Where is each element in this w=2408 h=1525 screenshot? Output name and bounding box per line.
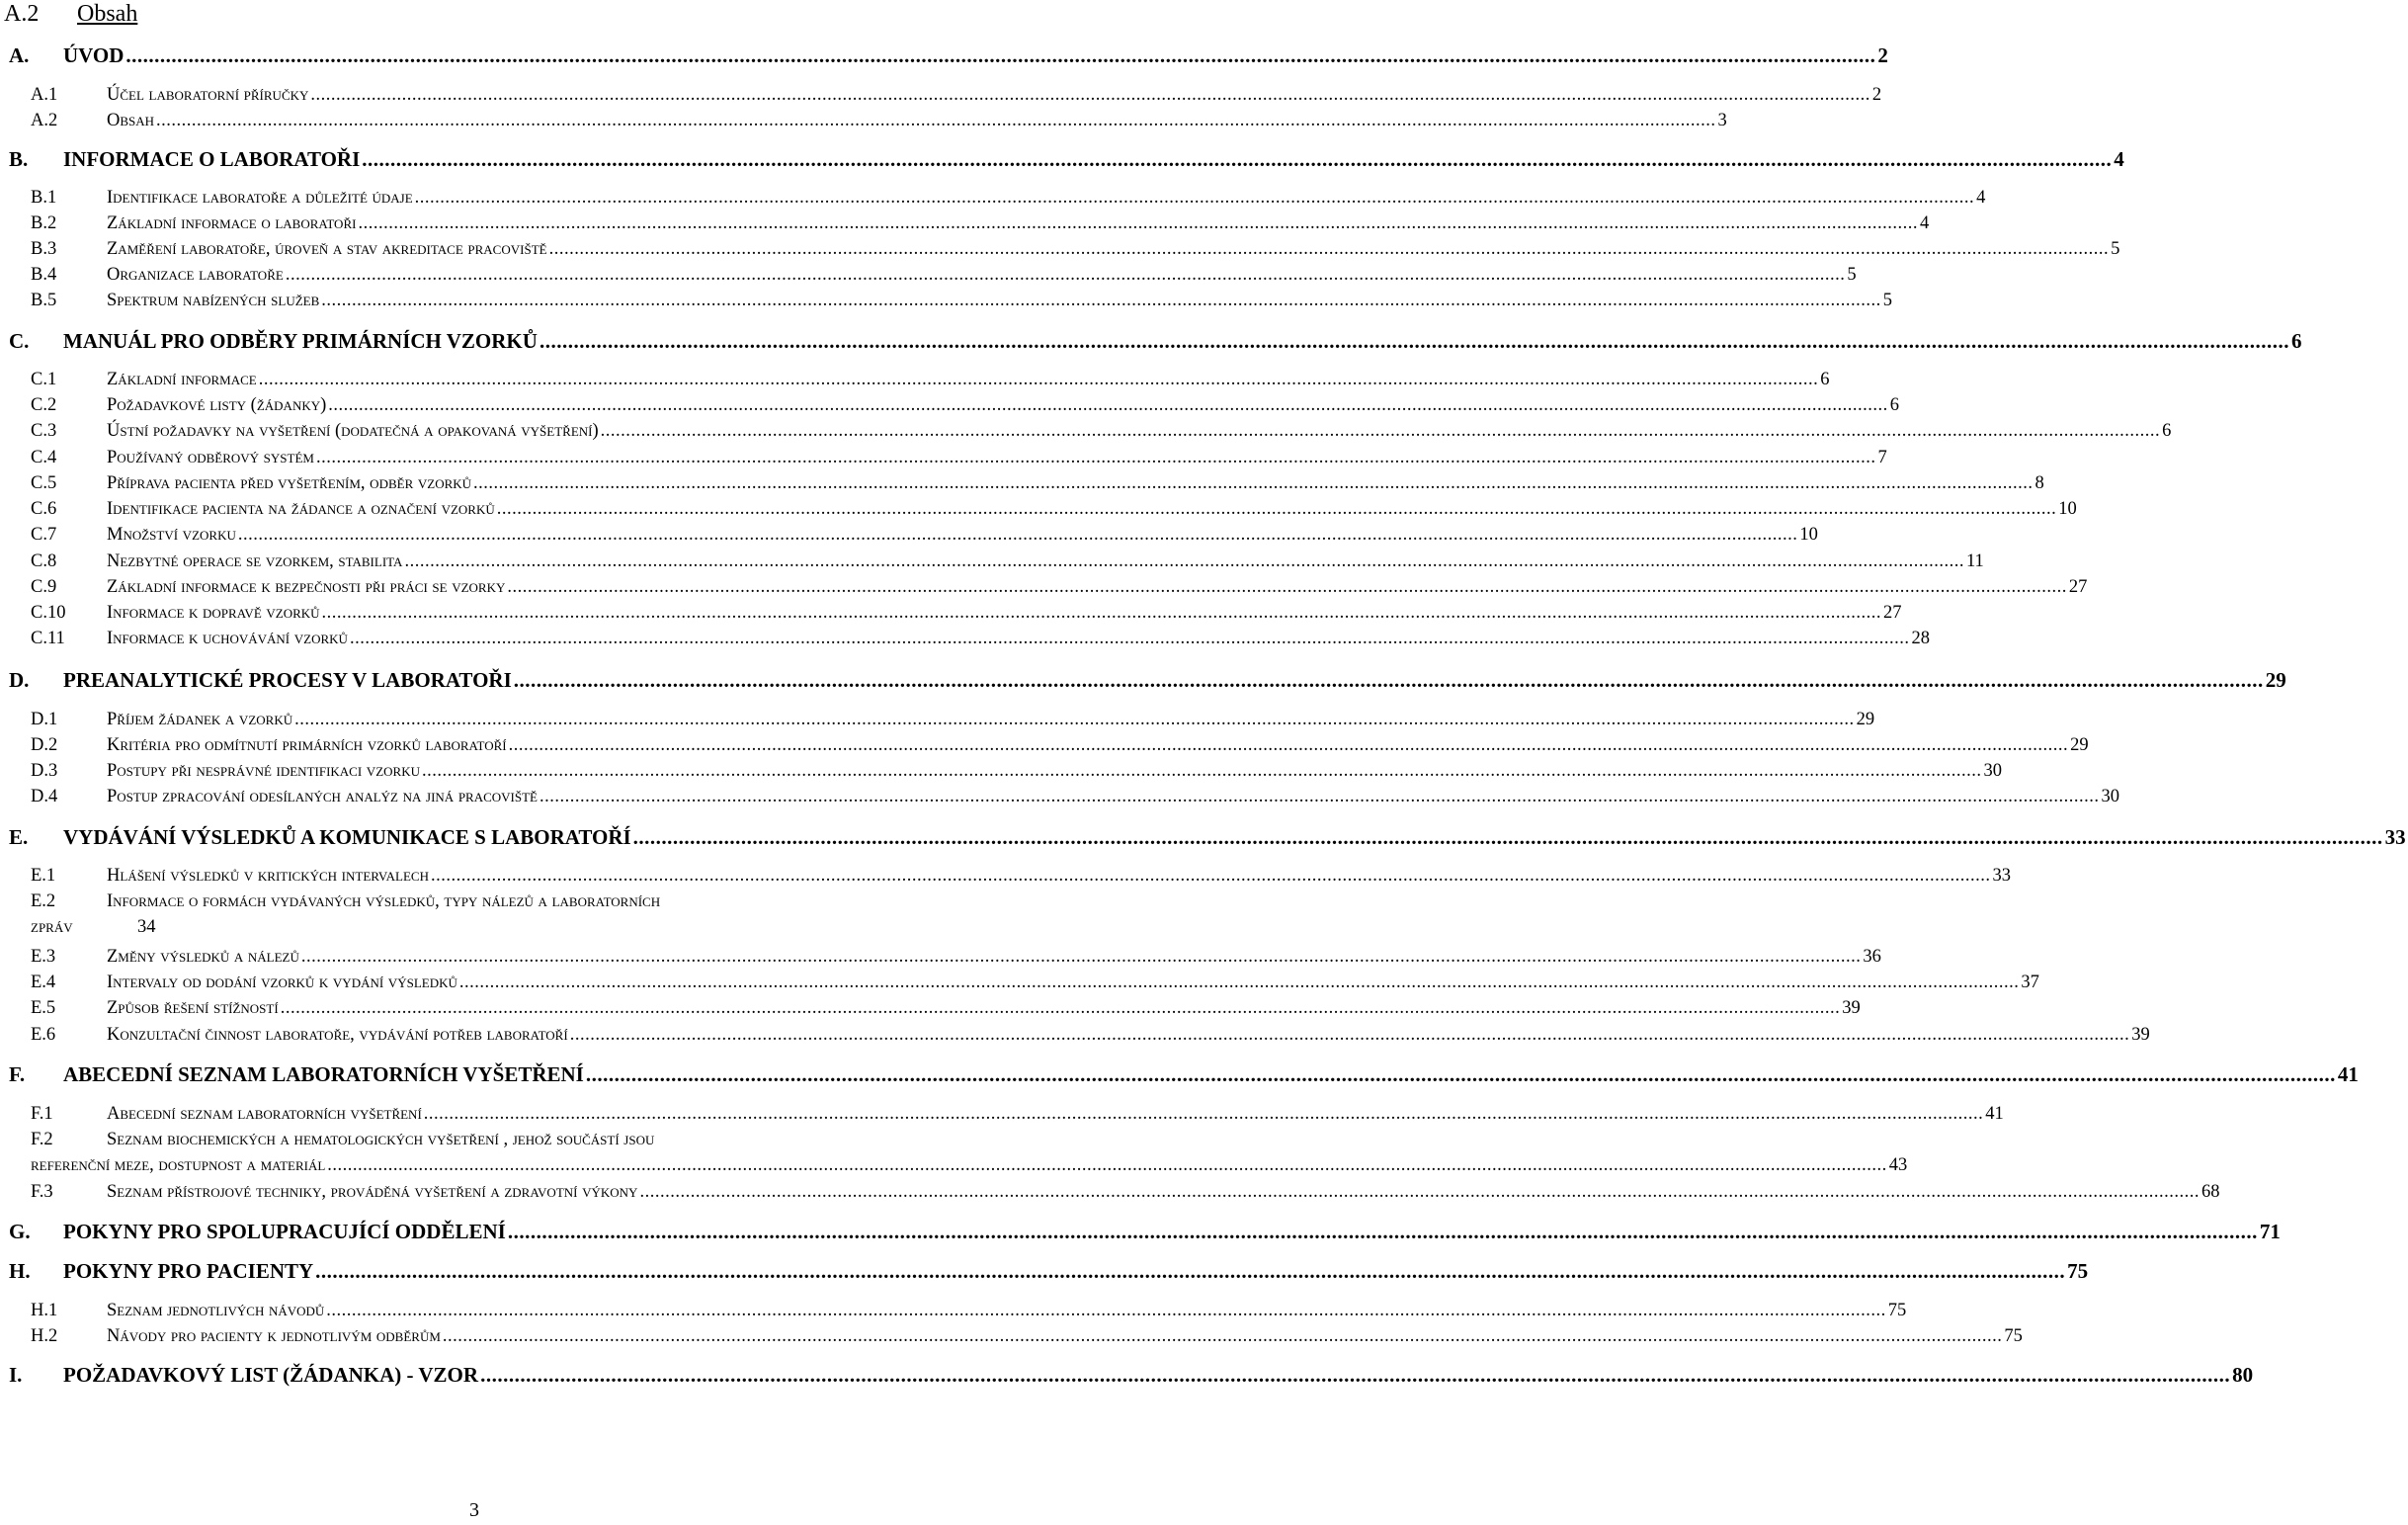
toc-leader-dots (286, 262, 1846, 288)
toc-subsection[interactable] (0, 82, 1882, 108)
toc-leader-dots (540, 784, 2100, 809)
toc-page: 43 (1888, 1155, 1908, 1175)
toc-title: POKYNY PRO PACIENTY (63, 1259, 314, 1283)
toc-page: 80 (2232, 1363, 2254, 1387)
section-heading-number: A.2 (4, 1, 40, 27)
toc-title: ÚVOD (63, 43, 125, 67)
toc-page: 4 (2114, 147, 2124, 171)
toc-title: POŽADAVKOVÝ LIST (ŽÁDANKA) - VZOR (63, 1363, 479, 1387)
toc-leader-dots (509, 732, 2069, 758)
toc-leader-dots (480, 1362, 2230, 1388)
toc-subsection[interactable] (0, 470, 2044, 496)
toc-page: 3 (1717, 111, 1727, 130)
toc-number: B.4 (31, 265, 57, 285)
toc-leader-dots (326, 1298, 1886, 1323)
toc-page: 6 (1820, 370, 1830, 389)
toc-chapter[interactable] (0, 146, 2124, 172)
toc-title: Intervaly od dodání vzorků k vydání výsledků (107, 973, 457, 992)
toc-title: Požadavkové listy (žádanky) (107, 395, 327, 415)
toc-subsection[interactable] (0, 185, 1986, 211)
toc-subsection[interactable] (0, 944, 1881, 970)
toc-title: Identifikace pacienta na žádance a označení vzorků (107, 499, 495, 519)
toc-number: D. (9, 668, 30, 692)
toc-chapter[interactable] (0, 328, 2302, 354)
toc-subsection[interactable] (0, 1022, 2150, 1048)
toc-page: 6 (2290, 329, 2302, 353)
toc-subsection[interactable] (0, 970, 2039, 995)
toc-page: 5 (1847, 265, 1857, 285)
toc-leader-dots (422, 758, 1982, 784)
toc-title: Postupy při nesprávné identifikaci vzorku (107, 761, 420, 781)
toc-leader-dots (156, 108, 1716, 133)
toc-page: 68 (2200, 1182, 2220, 1202)
toc-subsection[interactable] (0, 863, 2011, 889)
toc-number: C.2 (31, 395, 57, 415)
toc-title: Způsob řešení stížností (107, 998, 279, 1018)
toc-number: C.7 (31, 525, 57, 545)
toc-leader-dots (473, 470, 2034, 496)
toc-chapter[interactable] (0, 667, 2286, 693)
toc-subsection[interactable] (0, 496, 2077, 522)
toc-page: 6 (2162, 421, 2172, 441)
toc-subsection[interactable] (0, 574, 2088, 600)
toc-number: F.1 (31, 1104, 53, 1124)
toc-number: C.11 (31, 629, 65, 648)
toc-title: MANUÁL PRO ODBĚRY PRIMÁRNÍCH VZORKŮ (63, 329, 538, 353)
toc-subsection[interactable] (0, 995, 1861, 1021)
toc-leader-dots (497, 496, 2057, 522)
toc-page: 30 (1983, 761, 2002, 781)
toc-page: 27 (2068, 577, 2088, 597)
toc-number: E.2 (31, 891, 56, 911)
toc-title: Spektrum nabízených služeb (107, 291, 320, 310)
toc-title: PREANALYTICKÉ PROCESY V LABORATOŘI (63, 668, 512, 692)
toc-number: G. (9, 1220, 31, 1243)
toc-title: Příprava pacienta před vyšetřením, odběr vzorků (107, 473, 472, 493)
toc-subsection[interactable] (0, 758, 2002, 784)
toc-title: Základní informace (107, 370, 257, 389)
toc-leader-dots (507, 574, 2067, 600)
toc-title: Kritéria pro odmítnutí primárních vzorků laboratoří (107, 735, 507, 755)
toc-number: F.2 (31, 1130, 53, 1149)
toc-page: 29 (1856, 710, 1875, 729)
toc-title: Zaměření laboratoře, úroveň a stav akreditace pracoviště (107, 239, 547, 259)
toc-page: 75 (2004, 1326, 2023, 1346)
toc-number: H.2 (31, 1326, 58, 1346)
toc-page: 27 (1883, 603, 1902, 623)
toc-leader-dots (639, 1179, 2200, 1205)
toc-page: 11 (1965, 551, 1984, 571)
toc-number: A.2 (31, 111, 58, 130)
toc-title: Konzultační činnost laboratoře, vydávání potřeb laboratoří (107, 1025, 568, 1045)
toc-chapter[interactable] (0, 1061, 2359, 1087)
toc-subsection[interactable] (0, 236, 2120, 262)
toc-subsection[interactable] (0, 367, 1830, 392)
toc-number: C.5 (31, 473, 57, 493)
toc-page: 39 (1842, 998, 1861, 1018)
toc-subsection[interactable] (0, 262, 1857, 288)
toc-title: Ústní požadavky na vyšetření (dodatečná a opakovaná vyšetření) (107, 421, 599, 441)
toc-title: Informace k dopravě vzorků (107, 603, 320, 623)
toc-number: D.1 (31, 710, 58, 729)
toc-subsection[interactable] (0, 522, 1818, 548)
toc-page: 41 (2337, 1062, 2359, 1086)
toc-number: C.4 (31, 448, 57, 467)
toc-title: VYDÁVÁNÍ VÝSLEDKŮ A KOMUNIKACE S LABORATOŘÍ (63, 825, 631, 849)
toc-number: A. (9, 43, 30, 67)
page-number: 3 (469, 1499, 479, 1521)
section-heading (4, 0, 137, 28)
toc-subsection[interactable] (0, 1323, 2023, 1349)
toc-title: Seznam biochemických a hematologických vyšetření , jehož součástí jsou (107, 1130, 655, 1149)
toc-page: 37 (2021, 973, 2039, 992)
toc-number: C.3 (31, 421, 57, 441)
toc-leader-dots (540, 328, 2289, 354)
toc-title: Nezbytné operace se vzorkem, stabilita (107, 551, 403, 571)
toc-page: 8 (2034, 473, 2044, 493)
toc-subsection[interactable] (0, 626, 1930, 651)
toc-page: 4 (1976, 188, 1986, 208)
toc-title-continued: zpráv (31, 917, 73, 937)
toc-number: D.4 (31, 787, 58, 806)
toc-leader-dots (431, 863, 1991, 889)
toc-page: 30 (2101, 787, 2119, 806)
toc-leader-dots (549, 236, 2110, 262)
toc-chapter[interactable] (0, 1219, 2281, 1244)
toc-page: 34 (137, 917, 156, 937)
toc-leader-dots (259, 367, 1819, 392)
toc-leader-dots (301, 944, 1862, 970)
toc-subsection[interactable] (0, 1101, 2004, 1127)
toc-subsection[interactable] (0, 1298, 1907, 1323)
toc-page: 10 (2058, 499, 2077, 519)
toc-leader-dots (350, 626, 1910, 651)
toc-number: H.1 (31, 1301, 58, 1320)
toc-page: 10 (1799, 525, 1818, 545)
toc-chapter[interactable] (0, 1258, 2089, 1284)
toc-leader-dots (327, 1152, 1887, 1178)
toc-number: B.3 (31, 239, 57, 259)
toc-number: B.5 (31, 291, 57, 310)
toc-title: POKYNY PRO SPOLUPRACUJÍCÍ ODDĚLENÍ (63, 1220, 506, 1243)
toc-page: 28 (1911, 629, 1930, 648)
toc-subsection[interactable] (0, 600, 1902, 626)
toc-subsection[interactable] (0, 108, 1727, 133)
toc-page: 29 (2265, 668, 2286, 692)
toc-leader-dots (404, 549, 1964, 574)
toc-number: E.4 (31, 973, 56, 992)
toc-leader-dots (125, 42, 1875, 68)
toc-title: Seznam jednotlivých návodů (107, 1301, 325, 1320)
toc-leader-dots (424, 1101, 1984, 1127)
toc-subsection[interactable] (0, 392, 1900, 418)
toc-leader-dots (586, 1061, 2336, 1087)
toc-number: C.10 (31, 603, 66, 623)
toc-page: 33 (1992, 866, 2011, 886)
toc-number: C.1 (31, 370, 57, 389)
toc-page: 2 (1871, 85, 1882, 105)
toc-number: E.1 (31, 866, 56, 886)
toc-leader-dots (570, 1022, 2130, 1048)
toc-number: E.5 (31, 998, 56, 1018)
toc-number: I. (9, 1363, 23, 1387)
toc-page: 75 (2067, 1259, 2089, 1283)
toc-subsection[interactable] (0, 445, 1887, 470)
toc-subsection[interactable] (0, 549, 1984, 574)
toc-page: 5 (2111, 239, 2120, 259)
toc-leader-dots (601, 418, 2161, 444)
toc-number: B.1 (31, 188, 57, 208)
toc-title: Seznam přístrojové techniky, prováděná vyšetření a zdravotní výkony (107, 1182, 638, 1202)
toc-number: C.6 (31, 499, 57, 519)
toc-page: 41 (1985, 1104, 2004, 1124)
section-heading-title: Obsah (77, 1, 138, 27)
toc-subsection[interactable] (0, 732, 2089, 758)
toc-page: 75 (1887, 1301, 1907, 1320)
toc-subsection[interactable] (0, 288, 1893, 313)
toc-title: Návody pro pacienty k jednotlivým odběrům (107, 1326, 441, 1346)
toc-leader-dots (459, 970, 2020, 995)
toc-title: Obsah (107, 111, 155, 130)
toc-page: 39 (2131, 1025, 2150, 1045)
toc-page: 4 (1919, 213, 1930, 233)
toc-title: ABECEDNÍ SEZNAM LABORATORNÍCH VYŠETŘENÍ (63, 1062, 584, 1086)
toc-leader-dots (315, 1258, 2065, 1284)
toc-title: Postup zpracování odesílaných analýz na jiná pracoviště (107, 787, 538, 806)
toc-chapter[interactable] (0, 42, 1888, 68)
toc-leader-dots (358, 211, 1918, 236)
toc-number: D.3 (31, 761, 58, 781)
toc-title: Základní informace k bezpečnosti při práci se vzorky (107, 577, 506, 597)
toc-leader-dots (508, 1219, 2258, 1244)
toc-page: 29 (2070, 735, 2089, 755)
toc-number: F.3 (31, 1182, 53, 1202)
toc-leader-dots (514, 667, 2264, 693)
toc-number: D.2 (31, 735, 58, 755)
toc-page: 2 (1877, 43, 1888, 67)
toc-title: Množství vzorku (107, 525, 236, 545)
toc-number: E.3 (31, 947, 56, 967)
toc-leader-dots (321, 288, 1881, 313)
toc-leader-dots (633, 824, 2383, 850)
toc-number: C.9 (31, 577, 57, 597)
toc-title: Informace o formách vydávaných výsledků, typy nálezů a laboratorních (107, 891, 661, 911)
toc-title: Používaný odběrový systém (107, 448, 314, 467)
toc-title: Informace k uchovávání vzorků (107, 629, 348, 648)
toc-title: Abecední seznam laboratorních vyšetření (107, 1104, 422, 1124)
toc-title: Identifikace laboratoře a důležité údaje (107, 188, 413, 208)
toc-page: 71 (2259, 1220, 2281, 1243)
toc-subsection[interactable] (0, 211, 1930, 236)
toc-chapter[interactable] (0, 824, 2406, 850)
toc-leader-dots (294, 707, 1855, 732)
toc-title: Účel laboratorní příručky (107, 85, 309, 105)
toc-leader-dots (328, 392, 1888, 418)
toc-leader-dots (362, 146, 2112, 172)
toc-leader-dots (238, 522, 1798, 548)
toc-page: 33 (2384, 825, 2406, 849)
toc-title: Organizace laboratoře (107, 265, 284, 285)
toc-number: F. (9, 1062, 26, 1086)
toc-leader-dots (310, 82, 1870, 108)
toc-title-continued: referenční meze, dostupnost a materiál (31, 1155, 326, 1175)
toc-leader-dots (415, 185, 1975, 211)
toc-number: A.1 (31, 85, 58, 105)
toc-chapter[interactable] (0, 1362, 2254, 1388)
toc-leader-dots (443, 1323, 2003, 1349)
toc-subsection[interactable] (0, 1179, 2220, 1205)
toc-title: Základní informace o laboratoři (107, 213, 357, 233)
toc-title: Změny výsledků a nálezů (107, 947, 299, 967)
toc-number: C. (9, 329, 30, 353)
toc-title: Příjem žádanek a vzorků (107, 710, 293, 729)
toc-number: C.8 (31, 551, 57, 571)
toc-number: E. (9, 825, 29, 849)
toc-number: E.6 (31, 1025, 56, 1045)
toc-page: 7 (1877, 448, 1887, 467)
toc-title: INFORMACE O LABORATOŘI (63, 147, 361, 171)
toc-leader-dots (316, 445, 1876, 470)
toc-page: 6 (1889, 395, 1900, 415)
toc-number: B.2 (31, 213, 57, 233)
toc-leader-dots (322, 600, 1882, 626)
toc-number: B. (9, 147, 29, 171)
toc-page: 36 (1863, 947, 1881, 967)
toc-subsection[interactable] (0, 707, 1875, 732)
toc-page: 5 (1882, 291, 1893, 310)
toc-subsection[interactable] (0, 784, 2119, 809)
toc-number: H. (9, 1259, 31, 1283)
toc-title: Hlášení výsledků v kritických intervalech (107, 866, 429, 886)
toc-subsection[interactable] (0, 418, 2172, 444)
toc-leader-dots (281, 995, 1841, 1021)
